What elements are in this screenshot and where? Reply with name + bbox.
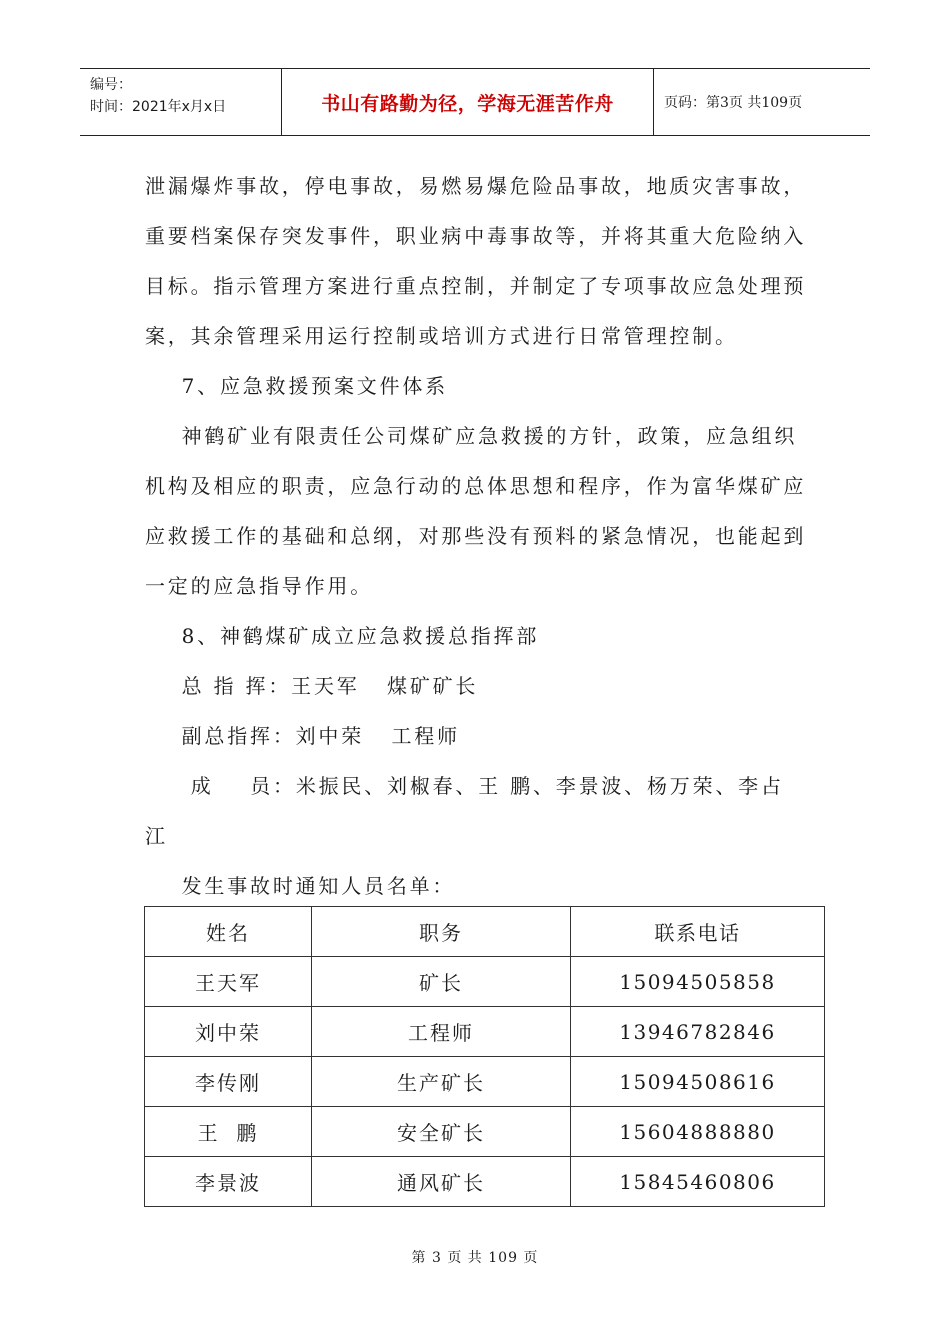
table-row	[145, 1157, 825, 1207]
page-header	[80, 68, 870, 136]
cell-name: 王天军	[145, 957, 312, 1007]
page-footer: 第 3 页 共 109 页	[411, 1250, 539, 1266]
cell-position: 生产矿长	[312, 1057, 571, 1107]
contact-list-caption: 发生事故时通知人员名单：	[145, 874, 456, 898]
commander-line: 总 指 挥：王天军 煤矿矿长	[145, 674, 479, 698]
cell-position: 矿长	[312, 957, 571, 1007]
cell-position: 通风矿长	[312, 1157, 571, 1207]
table-row	[145, 1107, 825, 1157]
cell-phone: 13946782846	[571, 1007, 825, 1057]
paragraph-line: 机构及相应的职责，应急行动的总体思想和程序，作为富华煤矿应	[145, 474, 807, 498]
cell-phone: 15845460806	[571, 1157, 825, 1207]
column-header-position: 职务	[312, 907, 571, 957]
section-heading-7: 7、应急救援预案文件体系	[145, 374, 448, 398]
contact-table	[144, 906, 825, 1207]
cell-position: 工程师	[312, 1007, 571, 1057]
header-motto: 书山有路勤为径，学海无涯苦作舟	[282, 69, 654, 135]
paragraph-line: 重要档案保存突发事件，职业病中毒事故等，并将其重大危险纳入	[145, 224, 807, 248]
cell-phone: 15094508616	[571, 1057, 825, 1107]
document-date: 时间：2021年x月x日	[90, 99, 227, 115]
cell-name: 王 鹏	[145, 1107, 312, 1157]
header-page-info: 页码：第3页 共109页	[664, 95, 803, 111]
cell-phone: 15604888880	[571, 1107, 825, 1157]
column-header-name: 姓名	[145, 907, 312, 957]
document-number-label: 编号：	[90, 77, 132, 93]
paragraph-line: 案，其余管理采用运行控制或培训方式进行日常管理控制。	[145, 324, 738, 348]
cell-name: 李传刚	[145, 1057, 312, 1107]
cell-phone: 15094505858	[571, 957, 825, 1007]
table-row	[145, 957, 825, 1007]
deputy-commander-line: 副总指挥：刘中荣 工程师	[145, 724, 460, 748]
column-header-phone: 联系电话	[571, 907, 825, 957]
members-line-continued: 江	[145, 824, 168, 848]
paragraph-line: 神鹤矿业有限责任公司煤矿应急救援的方针，政策，应急组织	[145, 424, 798, 448]
members-line: 成 员：米振民、刘椒春、王 鹏、李景波、杨万荣、李占	[145, 774, 784, 798]
table-header-row	[145, 907, 825, 957]
paragraph-line: 目标。指示管理方案进行重点控制，并制定了专项事故应急处理预	[145, 274, 807, 298]
header-meta	[80, 69, 282, 135]
cell-name: 李景波	[145, 1157, 312, 1207]
paragraph-line: 一定的应急指导作用。	[145, 574, 373, 598]
table-row	[145, 1057, 825, 1107]
paragraph-line: 应救援工作的基础和总纲，对那些没有预料的紧急情况，也能起到	[145, 524, 807, 548]
paragraph-line: 泄漏爆炸事故，停电事故，易燃易爆危险品事故，地质灾害事故，	[145, 174, 807, 198]
section-heading-8: 8、神鹤煤矿成立应急救援总指挥部	[145, 624, 540, 648]
cell-name: 刘中荣	[145, 1007, 312, 1057]
table-row	[145, 1007, 825, 1057]
cell-position: 安全矿长	[312, 1107, 571, 1157]
